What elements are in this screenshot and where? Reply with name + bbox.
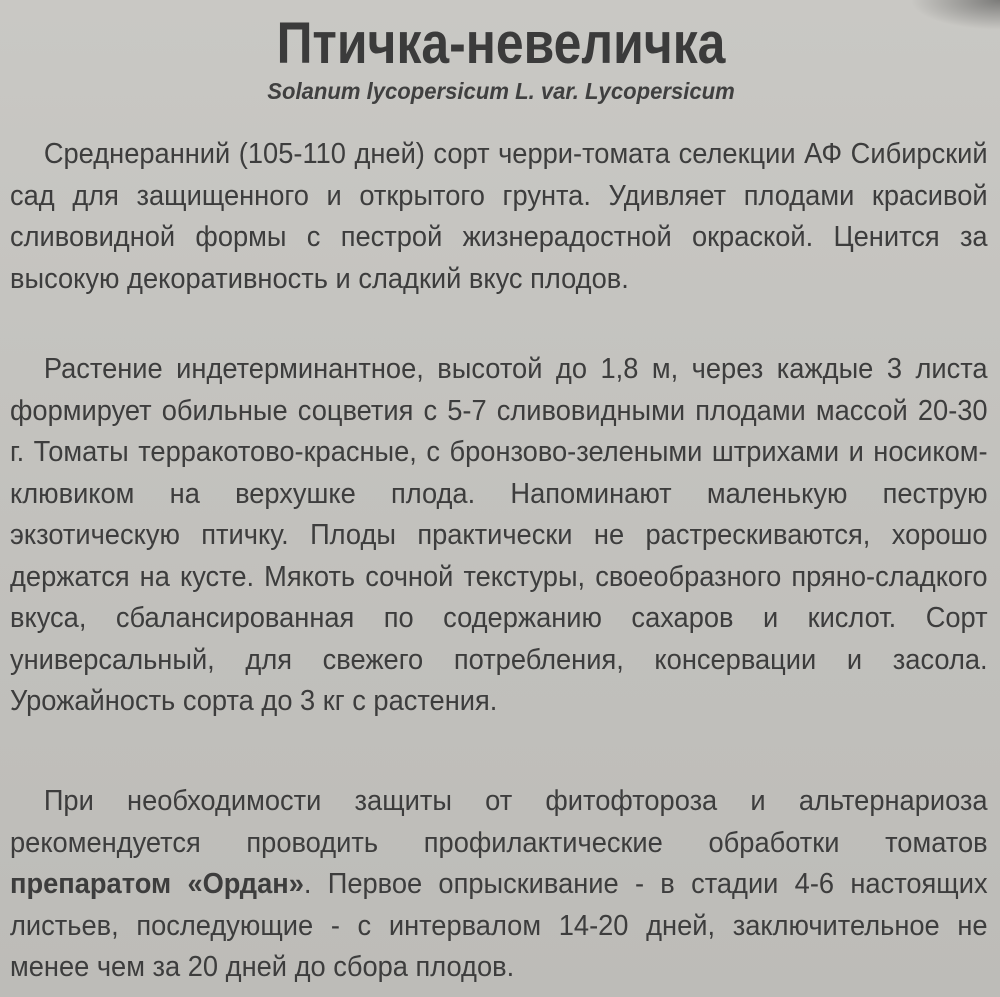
protection-paragraph xyxy=(10,781,988,989)
protection-text-start: При необходимости защиты от фитофтороза и альтернариоза рекомендуется проводить профилактические обработки томатов xyxy=(10,785,988,859)
protection-text-end: . Первое опрыскивание - в стадии 4-6 настоящих листьев, последующие - с интервалом 14-20 дней, заключительное не менее чем за 20 дней до сбора плодов. xyxy=(10,868,988,983)
plant-characteristics-paragraph: Растение индетерминантное, высотой до 1,8 м, через каждые 3 листа формирует обильные соцветия с 5-7 сливовидными плодами массой 20-30 г. Томаты терракотово-красные, с бронзово-зелеными штрихами и носиком-клювиком на верхушке плода. Напоминают маленькую пеструю экзотическую птичку. Плоды практически не растрескиваются, хорошо держатся на кусте. Мякоть сочной текстуры, своеобразного пряно-сладкого вкуса, сбалансированная по содержанию сахаров и кислот. Сорт универсальный, для свежего потребления, консервации и засола. Урожайность сорта до 3 кг с растения. xyxy=(10,353,988,717)
variety-title: Птичка-невеличка xyxy=(276,11,726,76)
product-name: препаратом «Ордан» xyxy=(10,868,304,900)
latin-name: Solanum lycopersicum L. var. Lycopersicum xyxy=(267,78,735,104)
description-paragraph: Среднеранний (105-110 дней) сорт черри-томата селекции АФ Сибирский сад для защищенного и открытого грунта. Удивляет плодами красивой сливовидной формы с пестрой жизнерадостной окраской. Ценится за высокую декоративность и сладкий вкус плодов. xyxy=(10,138,988,295)
